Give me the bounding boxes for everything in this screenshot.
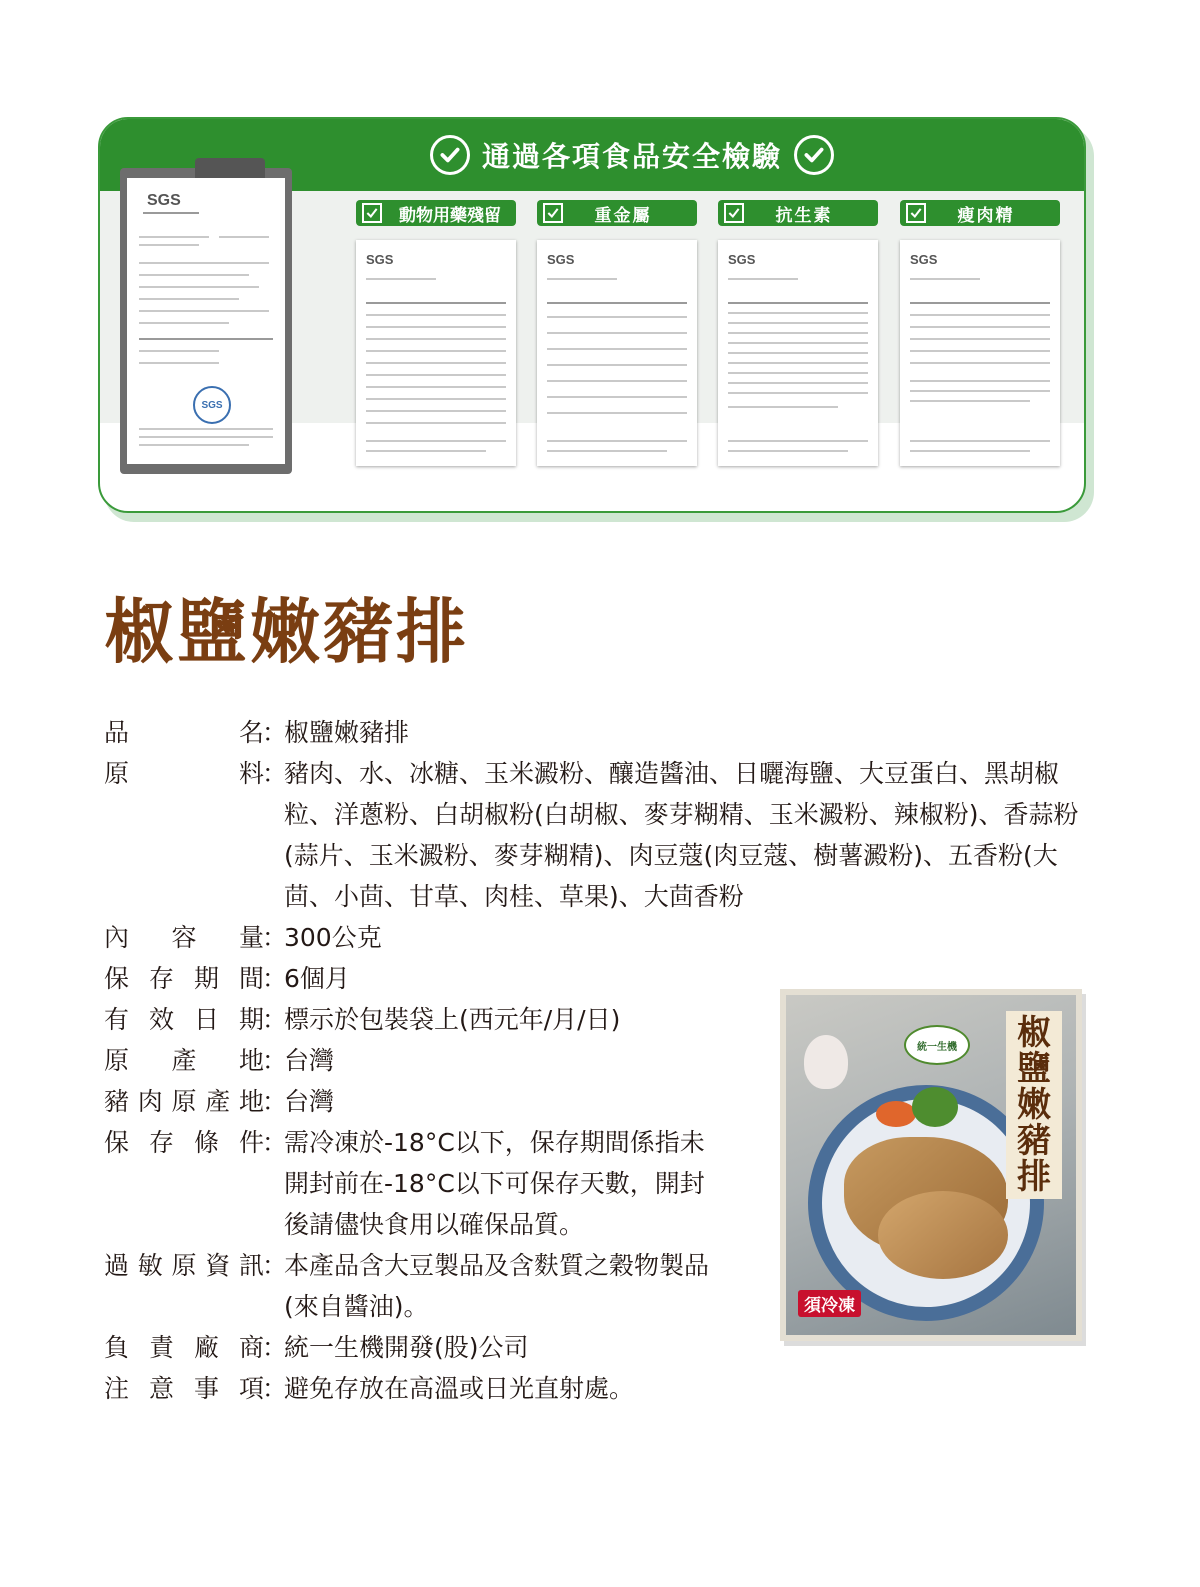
spec-value: 台灣 — [284, 1046, 335, 1075]
sgs-logo: SGS — [366, 252, 394, 267]
spec-label: 有 效 日 期 — [104, 1005, 264, 1034]
spec-row-name: 品 名 ： 椒鹽嫩豬排 — [104, 712, 1104, 753]
spec-row-origin: 原 產 地 ： 台灣 — [104, 1040, 1104, 1081]
cert-title: 通過各項食品安全檢驗 — [481, 140, 782, 173]
spec-label: 原 料 — [104, 759, 264, 788]
spec-row-manufacturer: 負 責 廠 商 ： 統一生機開發(股)公司 — [104, 1327, 1104, 1368]
test-report-document — [718, 240, 878, 466]
checkbox-icon — [724, 203, 744, 223]
garlic-illustration — [804, 1035, 848, 1089]
brand-logo: 統一生機 — [904, 1025, 970, 1065]
product-title: 椒鹽嫩豬排 — [104, 591, 469, 673]
spec-row-ingredients: 原 料 ： 豬肉、水、冰糖、玉米澱粉、釀造醬油、日曬海鹽、大豆蛋白、黑胡椒粒、洋蔥粉、白胡椒粉(白胡椒、麥芽糊精、玉米澱粉、辣椒粉)、香蒜粉(蒜片、玉米澱粉、麥芽糊精)、肉豆蔻(肉豆蔻、樹薯澱粉)、五香粉(大茴、小茴、甘草、肉桂、草果)、大茴香粉 — [104, 753, 1104, 917]
spec-value: 台灣 — [284, 1087, 335, 1116]
spec-label: 保 存 期 間 — [104, 964, 264, 993]
spec-row-expiry: 有 效 日 期 ： 標示於包裝袋上(西元年/月/日) — [104, 999, 1104, 1040]
pork-chop-illustration — [878, 1191, 1008, 1279]
check-circle-icon — [430, 135, 470, 175]
tag-antibiotics: 抗生素 — [718, 200, 878, 226]
sgs-logo: SGS — [547, 252, 575, 267]
test-report-document — [900, 240, 1060, 466]
test-report-document — [127, 178, 285, 464]
spec-value: 統一生機開發(股)公司 — [284, 1333, 529, 1362]
sgs-logo: SGS — [147, 192, 181, 209]
spec-value: 椒鹽嫩豬排 — [284, 718, 410, 747]
spec-value: 300公克 — [284, 923, 382, 952]
test-report-document — [356, 240, 516, 466]
carrot-illustration — [876, 1101, 916, 1127]
tag-heavy-metals: 重金屬 — [537, 200, 697, 226]
spec-row-shelf-life: 保 存 期 間 ： 6個月 — [104, 958, 1104, 999]
spec-label: 注 意 事 項 — [104, 1374, 264, 1403]
product-package-image — [780, 989, 1082, 1341]
spec-row-net-weight: 內 容 量 ： 300公克 — [104, 917, 1104, 958]
checkbox-icon — [543, 203, 563, 223]
spec-label: 保 存 條 件 — [104, 1128, 264, 1157]
spec-row-pork-origin: 豬 肉 原 產 地 ： 台灣 — [104, 1081, 1104, 1122]
spec-label: 原 產 地 — [104, 1046, 264, 1075]
spec-value: 6個月 — [284, 964, 350, 993]
broccoli-illustration — [912, 1087, 958, 1127]
tag-ractopamine: 瘦肉精 — [900, 200, 1060, 226]
spec-label: 豬 肉 原 產 地 — [104, 1087, 264, 1116]
tag-veterinary-drug-residue: 動物用藥殘留 — [356, 200, 516, 226]
spec-row-notes: 注 意 事 項 ： 避免存放在高溫或日光直射處。 — [104, 1368, 1104, 1409]
test-report-document — [537, 240, 697, 466]
spec-value: 豬肉、水、冰糖、玉米澱粉、釀造醬油、日曬海鹽、大豆蛋白、黑胡椒粒、洋蔥粉、白胡椒粉(白胡椒、麥芽糊精、玉米澱粉、辣椒粉)、香蒜粉(蒜片、玉米澱粉、麥芽糊精)、肉豆蔻(肉豆蔻、樹薯澱粉)、五香粉(大茴、小茴、甘草、肉桂、草果)、大茴香粉 — [284, 759, 1079, 911]
spec-label: 負 責 廠 商 — [104, 1333, 264, 1362]
spec-value: 標示於包裝袋上(西元年/月/日) — [284, 1005, 621, 1034]
sgs-seal-icon: SGS — [193, 386, 231, 424]
spec-value: 需冷凍於-18°C以下，保存期間係指未開封前在-18°C以下可保存天數，開封後請儘快食用以確保品質。 — [284, 1128, 705, 1239]
spec-label: 品 名 — [104, 718, 264, 747]
package-product-name: 椒鹽嫩豬排 — [1006, 1011, 1062, 1199]
spec-row-storage: 保 存 條 件 ： 需冷凍於-18°C以下，保存期間係指未開封前在-18°C以下可保存天數，開封後請儘快食用以確保品質。 — [104, 1122, 1104, 1245]
checkbox-icon — [362, 203, 382, 223]
spec-label: 過 敏 原 資 訊 — [104, 1251, 264, 1280]
check-circle-icon — [794, 135, 834, 175]
spec-value: 避免存放在高溫或日光直射處。 — [284, 1374, 635, 1403]
spec-row-allergen: 過 敏 原 資 訊 ： 本產品含大豆製品及含麩質之穀物製品(來自醬油)。 — [104, 1245, 1104, 1327]
checkbox-icon — [906, 203, 926, 223]
clipboard-clip — [195, 158, 265, 178]
spec-label: 內 容 量 — [104, 923, 264, 952]
frozen-label: 須冷凍 — [798, 1290, 861, 1317]
spec-value: 本產品含大豆製品及含麩質之穀物製品(來自醬油)。 — [284, 1251, 710, 1321]
sgs-logo: SGS — [728, 252, 756, 267]
sgs-logo: SGS — [910, 252, 938, 267]
